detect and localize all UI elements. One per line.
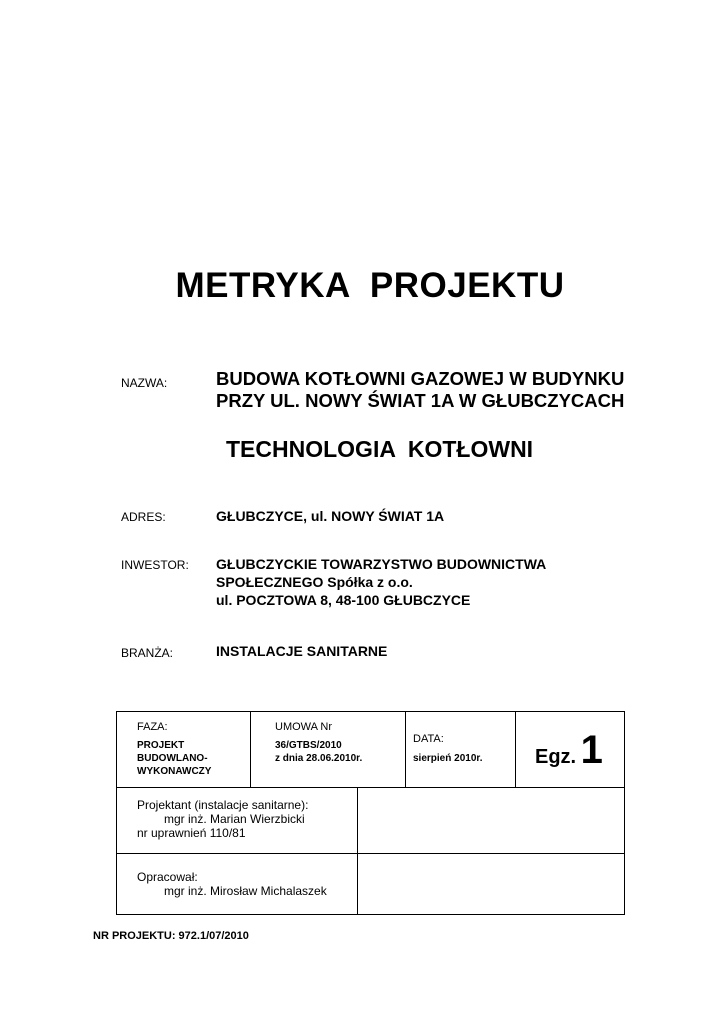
subtitle: TECHNOLOGIA KOTŁOWNI — [226, 436, 534, 462]
branza-value: INSTALACJE SANITARNE — [216, 643, 388, 659]
inwestor-label: INWESTOR: — [121, 558, 189, 572]
row-divider-2 — [117, 853, 624, 854]
col-divider-1 — [250, 712, 251, 787]
faza-line-2: BUDOWLANO- — [137, 753, 208, 764]
page-title: METRYKA PROJEKTU — [175, 266, 565, 305]
projektant-cell — [137, 798, 308, 840]
data-cell — [413, 733, 483, 765]
inwestor-line-2: SPOŁECZNEGO Spółka z o.o. — [216, 574, 413, 590]
nazwa-line-2: PRZY UL. NOWY ŚWIAT 1A W GŁUBCZYCACH — [216, 390, 625, 411]
col-divider-3 — [515, 712, 516, 787]
col-divider-4 — [357, 787, 358, 914]
row-divider-1 — [117, 787, 624, 788]
nazwa-line-1: BUDOWA KOTŁOWNI GAZOWEJ W BUDYNKU — [216, 368, 625, 389]
umowa-line-2: z dnia 28.06.2010r. — [275, 753, 363, 764]
egz-cell — [535, 730, 603, 770]
umowa-label: UMOWA Nr — [275, 721, 333, 733]
projektant-line-2: mgr inż. Marian Wierzbicki — [164, 812, 305, 826]
egz-number: 1 — [580, 728, 603, 772]
nazwa-label: NAZWA: — [121, 376, 168, 390]
faza-label: FAZA: — [137, 721, 168, 733]
opracowal-cell — [137, 870, 327, 898]
nazwa-value — [216, 368, 624, 412]
umowa-line-1: 36/GTBS/2010 — [275, 740, 342, 751]
col-divider-2 — [405, 712, 406, 787]
faza-line-1: PROJEKT — [137, 740, 185, 751]
inwestor-line-3: ul. POCZTOWA 8, 48-100 GŁUBCZYCE — [216, 592, 471, 608]
inwestor-value — [216, 555, 546, 609]
opracowal-line-2: mgr inż. Mirosław Michalaszek — [164, 884, 327, 898]
data-value: sierpień 2010r. — [413, 753, 483, 764]
projektant-line-3: nr uprawnień 110/81 — [137, 826, 246, 840]
data-label: DATA: — [413, 733, 444, 745]
project-info-table — [116, 711, 625, 915]
faza-cell — [137, 721, 211, 778]
faza-line-3: WYKONAWCZY — [137, 766, 212, 777]
projektant-line-1: Projektant (instalacje sanitarne): — [137, 798, 309, 812]
egz-label: Egz. — [535, 746, 577, 768]
umowa-cell — [275, 721, 362, 765]
adres-value: GŁUBCZYCE, ul. NOWY ŚWIAT 1A — [216, 508, 445, 524]
nr-projektu: NR PROJEKTU: 972.1/07/2010 — [93, 930, 249, 942]
adres-label: ADRES: — [121, 510, 166, 524]
branza-label: BRANŻA: — [121, 646, 174, 660]
opracowal-line-1: Opracował: — [137, 870, 198, 884]
inwestor-line-1: GŁUBCZYCKIE TOWARZYSTWO BUDOWNICTWA — [216, 556, 547, 572]
